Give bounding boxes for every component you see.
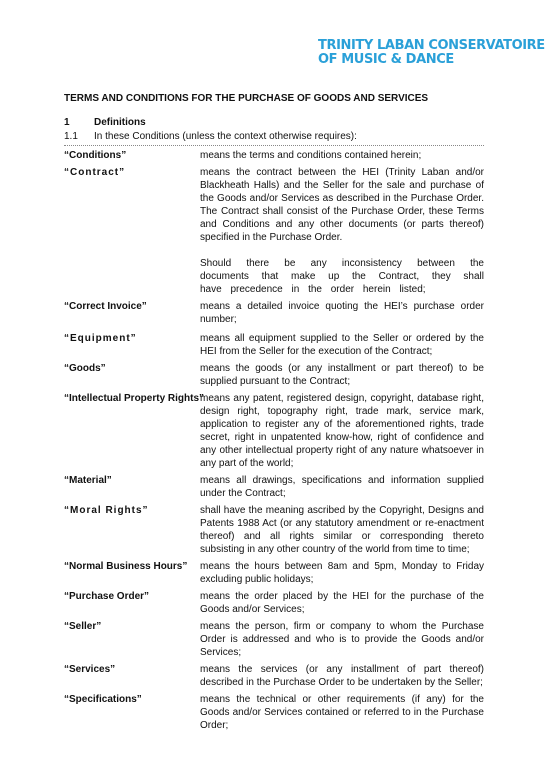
definition-material bbox=[64, 474, 484, 500]
definition-meaning: means the contract between the HEI (Trinity Laban and/or Blackheath Halls) and the Seller for the sale and purchase of the Goods and/or Services as described in the Purchase Order. The Contract shall consist of the Purchase Order, these Terms and Conditions and any other documents (or parts thereof) specified in the Purchase Order. bbox=[200, 167, 484, 243]
logo-line-2: OF MUSIC & DANCE bbox=[318, 52, 454, 67]
definition-term: “Services” bbox=[64, 664, 116, 675]
section-title: Definitions bbox=[94, 117, 146, 128]
definition-meaning: means the person, firm or company to whom the Purchase Order is addressed and who is to provide the Goods and/or Services; bbox=[200, 621, 484, 658]
definition-meaning: means any patent, registered design, copyright, database right, design right, topography right, trade mark, service mark, application to register any of the aforementioned rights, trade secret, right in unpatented know-how, right of confidence and any other intellectual property right of any nature whatsoever in any part of the world; bbox=[200, 393, 484, 469]
logo-line-1: TRINITY LABAN CONSERVATOIRE bbox=[318, 38, 545, 53]
definition-term: “Normal Business Hours” bbox=[64, 561, 188, 572]
definition-goods bbox=[64, 362, 484, 388]
definition-meaning: means the hours between 8am and 5pm, Monday to Friday excluding public holidays; bbox=[200, 561, 484, 585]
definition-meaning-continued: Should there be any inconsistency between the documents that make up the Contract, they shall have precedence in the order herein listed; bbox=[200, 258, 484, 295]
organisation-logo bbox=[318, 38, 545, 67]
definition-term: “Correct Invoice” bbox=[64, 301, 147, 312]
definition-purchase-order bbox=[64, 590, 484, 616]
divider bbox=[64, 145, 484, 146]
definition-normal-business-hours bbox=[64, 560, 484, 586]
definition-term: “Specifications” bbox=[64, 694, 142, 705]
section-number: 1 bbox=[64, 117, 70, 128]
definition-meaning: means all equipment supplied to the Seller or ordered by the HEI from the Seller for the execution of the Contract; bbox=[200, 333, 484, 357]
definition-seller bbox=[64, 620, 484, 659]
clause-number: 1.1 bbox=[64, 131, 78, 142]
definition-meaning: means the terms and conditions contained herein; bbox=[200, 150, 422, 161]
section-heading bbox=[64, 116, 146, 129]
definition-correct-invoice bbox=[64, 300, 484, 326]
definition-services bbox=[64, 663, 484, 689]
definition-term: “Moral Rights” bbox=[64, 505, 149, 516]
definition-term: “Conditions” bbox=[64, 150, 127, 161]
definition-term: “Contract” bbox=[64, 167, 126, 178]
definition-specifications bbox=[64, 693, 484, 732]
definition-conditions bbox=[64, 149, 484, 162]
definition-meaning: means the technical or other requirements (if any) for the Goods and/or Services contained or referred to in the Purchase Order; bbox=[200, 694, 484, 731]
definition-meaning: means a detailed invoice quoting the HEI’s purchase order number; bbox=[200, 301, 484, 325]
definition-moral-rights bbox=[64, 504, 484, 556]
definition-contract bbox=[64, 166, 484, 296]
definition-equipment bbox=[64, 332, 484, 358]
definition-term: “Material” bbox=[64, 475, 112, 486]
definition-meaning: shall have the meaning ascribed by the Copyright, Designs and Patents 1988 Act (or any statutory amendment or re-enactment thereof) and all rights similar or corresponding thereto subsisting in any other country of the world from time to time; bbox=[200, 505, 484, 555]
clause-text: In these Conditions (unless the context otherwise requires): bbox=[94, 131, 357, 142]
document-title: TERMS AND CONDITIONS FOR THE PURCHASE OF GOODS AND SERVICES bbox=[64, 93, 429, 104]
definition-intellectual-property-rights bbox=[64, 392, 484, 470]
definition-term: “Purchase Order” bbox=[64, 591, 150, 602]
definition-meaning: means the order placed by the HEI for the purchase of the Goods and/or Services; bbox=[200, 591, 484, 615]
definitions-list bbox=[64, 149, 484, 732]
definition-meaning: means the goods (or any installment or part thereof) to be supplied pursuant to the Contract; bbox=[200, 363, 484, 387]
definition-term: “Equipment” bbox=[64, 333, 137, 344]
definition-term: “Seller” bbox=[64, 621, 102, 632]
definition-term: “Goods” bbox=[64, 363, 106, 374]
definition-term: “Intellectual Property Rights” bbox=[64, 393, 205, 404]
definition-meaning: means all drawings, specifications and information supplied under the Contract; bbox=[200, 475, 484, 499]
definition-meaning: means the services (or any installment of part thereof) described in the Purchase Order to be undertaken by the Seller; bbox=[200, 664, 484, 688]
clause-intro bbox=[64, 130, 357, 143]
